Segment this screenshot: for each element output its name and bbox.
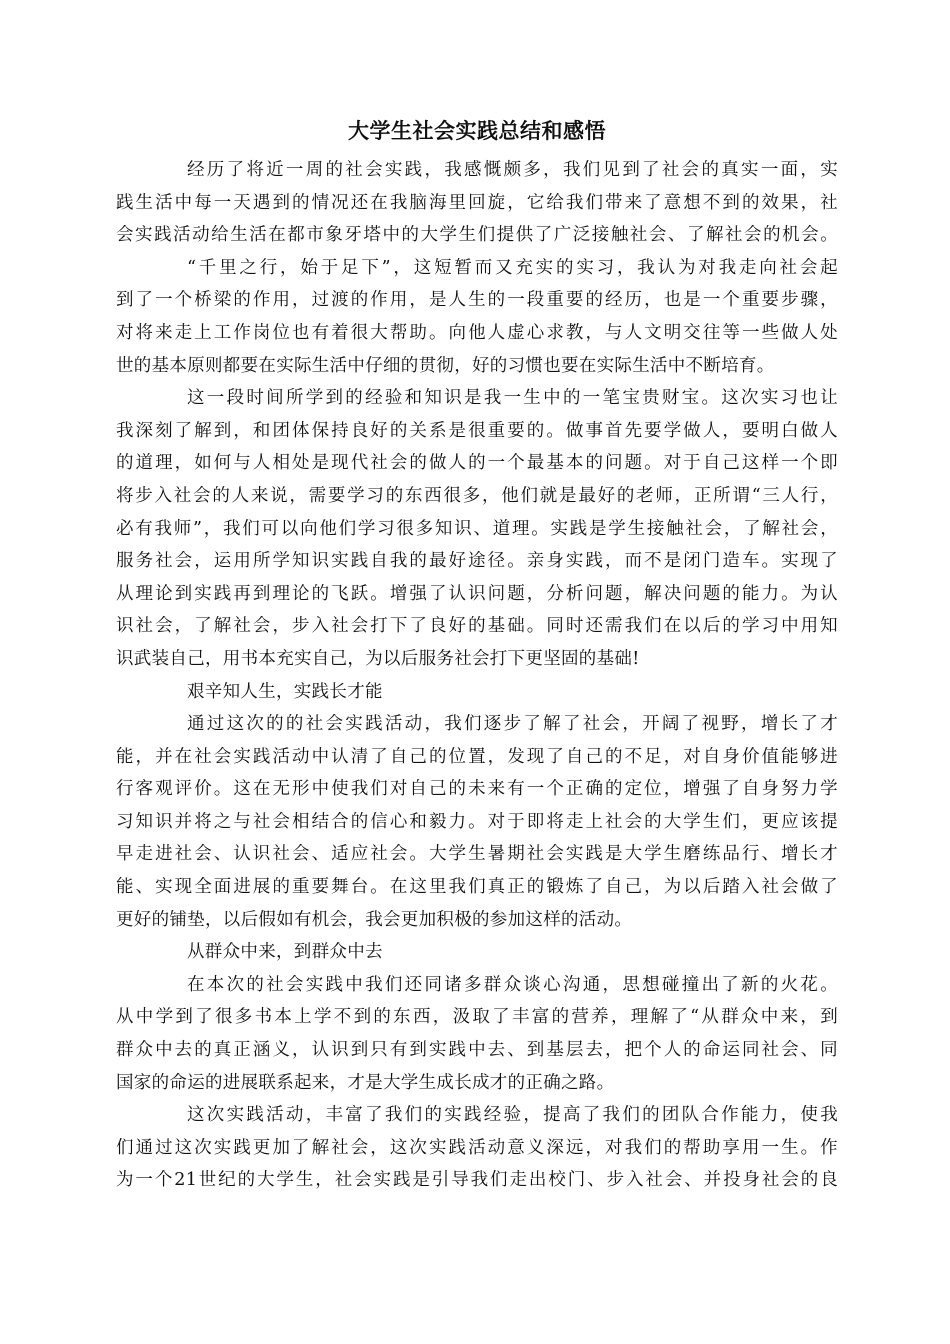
body-text-line: 群众中去的真正涵义，认识到只有到实践中去、到基层去，把个人的命运同社会、同 (116, 1040, 838, 1061)
body-text-line: 践生活中每一天遇到的情况还在我脑海里回旋，它给我们带来了意想不到的效果，社 (116, 192, 838, 213)
body-text-line: 从中学到了很多书本上学不到的东西，汲取了丰富的营养，理解了“从群众中来，到 (116, 1007, 838, 1028)
body-text-line: 对将来走上工作岗位也有着很大帮助。向他人虚心求教，与人文明交往等一些做人处 (116, 322, 838, 343)
body-text-line: “千里之行，始于足下”，这短暂而又充实的实习，我认为对我走向社会起 (187, 257, 838, 278)
body-text-line: 能、实现全面进展的重要舞台。在这里我们真正的锻炼了自己，为以后踏入社会做了 (116, 877, 838, 898)
body-text-line: 会实践活动给生活在都市象牙塔中的大学生们提供了广泛接触社会、了解社会的机会。 (116, 225, 838, 246)
body-text-line: 国家的命运的进展联系起来，才是大学生成长成才的正确之路。 (116, 1072, 615, 1093)
body-text-line: 这次实践活动，丰富了我们的实践经验，提高了我们的团队合作能力，使我 (187, 1105, 838, 1126)
body-text-line: 的道理，如何与人相处是现代社会的做人的一个最基本的问题。对于自己这样一个即 (116, 453, 838, 474)
body-text-line: 这一段时间所学到的经验和知识是我一生中的一笔宝贵财宝。这次实习也让 (187, 388, 838, 409)
body-text-line: 世的基本原则都要在实际生活中仔细的贯彻，好的习惯也要在实际生活中不断培育。 (116, 355, 775, 376)
body-text-line: 经历了将近一周的社会实践，我感慨颇多，我们见到了社会的真实一面，实 (187, 160, 838, 180)
body-text-line: 在本次的社会实践中我们还同诸多群众谈心沟通，思想碰撞出了新的火花。 (187, 974, 838, 995)
body-text-line: 更好的铺垫，以后假如有机会，我会更加积极的参加这样的活动。 (116, 909, 633, 930)
body-text-line: 我深刻了解到，和团体保持良好的关系是很重要的。做事首先要学做人，要明白做人 (116, 420, 838, 441)
document-body (116, 154, 838, 1197)
body-text-line: 必有我师”，我们可以向他们学习很多知识、道理。实践是学生接触社会，了解社会， (116, 518, 838, 539)
document-title: 大学生社会实践总结和感悟 (348, 119, 606, 143)
body-text-line: 行客观评价。这在无形中使我们对自己的未来有一个正确的定位，增强了自身努力学 (116, 779, 838, 800)
body-text-line: 将步入社会的人来说，需要学习的东西很多，他们就是最好的老师，正所谓“三人行， (116, 485, 838, 506)
body-text-line: 能，并在社会实践活动中认清了自己的位置，发现了自己的不足，对自身价值能够进 (116, 746, 838, 767)
body-text-line: 到了一个桥梁的作用，过渡的作用，是人生的一段重要的经历，也是一个重要步骤， (116, 290, 838, 311)
body-text-line: 艰辛知人生，实践长才能 (187, 681, 383, 702)
body-text-line: 从理论到实践再到理论的飞跃。增强了认识问题，分析问题，解决问题的能力。为认 (116, 583, 838, 604)
body-text-line: 习知识并将之与社会相结合的信心和毅力。对于即将走上社会的大学生们，更应该提 (116, 811, 838, 832)
body-text-line: 识武装自己，用书本充实自己，为以后服务社会打下更坚固的基础! (116, 648, 640, 669)
body-text-line: 通过这次的的社会实践活动，我们逐步了解了社会，开阔了视野，增长了才 (187, 714, 838, 735)
body-text-line: 识社会，了解社会，步入社会打下了良好的基础。同时还需我们在以后的学习中用知 (116, 616, 838, 637)
body-text-line: 服务社会，运用所学知识实践自我的最好途径。亲身实践，而不是闭门造车。实现了 (116, 551, 838, 572)
body-text-line: 早走进社会、认识社会、适应社会。大学生暑期社会实践是大学生磨练品行、增长才 (116, 844, 838, 865)
body-text-line: 为一个21世纪的大学生，社会实践是引导我们走出校门、步入社会、并投身社会的良 (116, 1170, 838, 1191)
body-text-line: 从群众中来，到群众中去 (187, 942, 383, 963)
body-text-line: 们通过这次实践更加了解社会，这次实践活动意义深远，对我们的帮助享用一生。作 (116, 1137, 838, 1158)
document-page (116, 112, 838, 1197)
